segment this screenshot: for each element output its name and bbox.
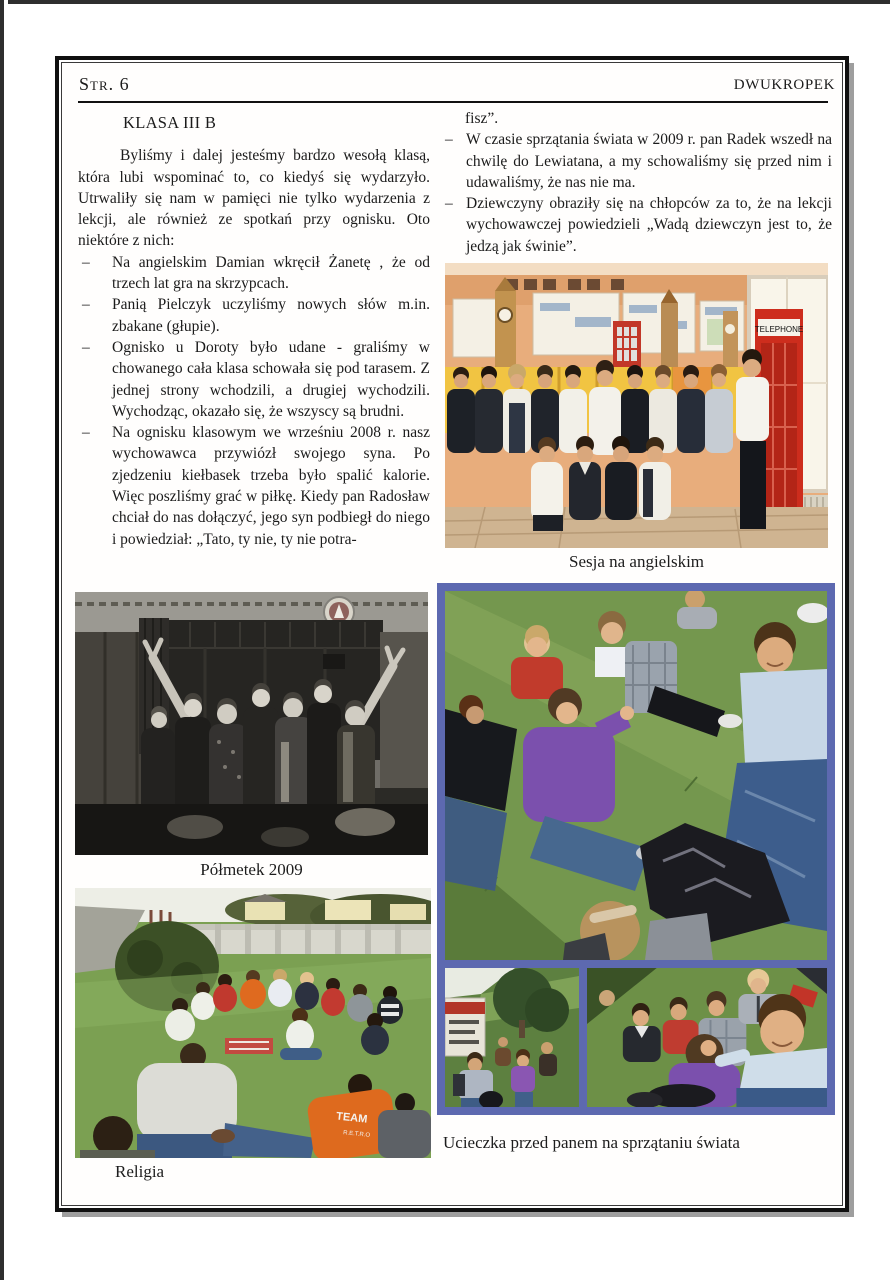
text-column-left (78, 108, 430, 550)
page-frame (55, 56, 849, 1212)
memory-text: Panią Pielczyk uczyliśmy nowych słów m.in. zbakane (głupie). (112, 296, 430, 335)
grass-cleanup-photo-illustration (445, 591, 827, 960)
memory-text: W czasie sprzątania świata w 2009 r. pan Radek wszedł na chwilę do Lewiatana, a my schowaliśmy się przed nim i udawaliśmy, że nas nie ma. (466, 131, 832, 191)
list-dash: – (82, 296, 90, 314)
memory-text: Ognisko u Doroty było udane - graliśmy w chowanego cała klasa schowała się pod tarasem. Z jednej strony wchodzili, a drugiej wychodzili. Wychodząc, okazało się, że wszyscy są brudni. (112, 338, 430, 420)
photo-collage (437, 583, 835, 1115)
list-dash: – (82, 338, 90, 356)
list-dash: – (445, 131, 453, 149)
photo-sesja-na-angielskim (445, 263, 828, 548)
grass-circle-photo-illustration (75, 888, 431, 1158)
photo-religia (75, 888, 431, 1158)
caption-polmetek: Półmetek 2009 (200, 860, 303, 879)
list-dash: – (82, 424, 90, 442)
caption-ucieczka: Ucieczka przed panem na sprzątaniu świata (443, 1133, 740, 1152)
memory-item (444, 129, 832, 193)
memory-text: Na ognisku klasowym we wrześniu 2008 r. nasz wychowawca przywiózł swojego syna. Po zjedzeniu kiełbasek trzeba było spalić kalorie. Więc poszliśmy grać w piłkę. Kiedy pan Radosław chciał do nas dołączyć, jego syn podbiegł do niego i powiedział: „Tato, ty nie, ty nie potra- (112, 424, 430, 548)
collage-bottom-row (445, 968, 827, 1107)
team-shirt-text: TEAM (335, 1110, 368, 1126)
list-dash: – (82, 253, 90, 271)
memory-item (78, 252, 430, 295)
memory-item (444, 193, 832, 257)
collage-photo-bottom-left (445, 968, 579, 1107)
caption-sesja: Sesja na angielskim (568, 552, 705, 571)
telephone-sign: TELEPHONE (754, 325, 804, 334)
memory-item (78, 294, 430, 337)
hillside-walk-photo-illustration (445, 968, 579, 1107)
memory-item (78, 337, 430, 422)
list-dash: – (445, 195, 453, 213)
memory-text: Na angielskim Damian wkręcił Żanetę , że od trzech lat gra na skrzypcach. (112, 253, 430, 293)
memory-text: Dziewczyny obraziły się na chłopców za to, że na lekcji wychowawczej powiedzieli „Wadą dziewczyn jest to, że jedzą jak świnie”. (466, 195, 832, 255)
header-rule (78, 101, 828, 103)
article-intro: Byliśmy i dalej jesteśmy bardzo wesołą klasą, która lubi wspominać to, co kiedyś się wydarzyło. Utrwaliły się nam w pamięci nie tylko wydarzenia z lekcji, ale również ze spotkań przy ognisku. Oto niektóre z nich: (78, 147, 430, 250)
scan-artifact-left-line (0, 0, 4, 1280)
collage-photo-top (445, 591, 827, 960)
retro-shirt-text: R.E.T.R.O (342, 1130, 371, 1139)
article-continuation: fisz”. (465, 110, 499, 127)
scan-artifact-top-line (8, 0, 890, 4)
photo-polmetek-2009 (75, 592, 428, 855)
text-column-right (444, 108, 832, 257)
grass-group-photo-illustration (587, 968, 827, 1107)
newsletter-title: DWUKROPEK (733, 77, 835, 93)
article-heading: KLASA III B (123, 113, 217, 132)
page-number: Str. 6 (79, 74, 130, 94)
caption-religia: Religia (115, 1162, 165, 1181)
collage-photo-bottom-right (587, 968, 827, 1107)
classroom-photo-illustration (445, 263, 828, 548)
party-photo-illustration (75, 592, 428, 855)
memory-item (78, 422, 430, 550)
